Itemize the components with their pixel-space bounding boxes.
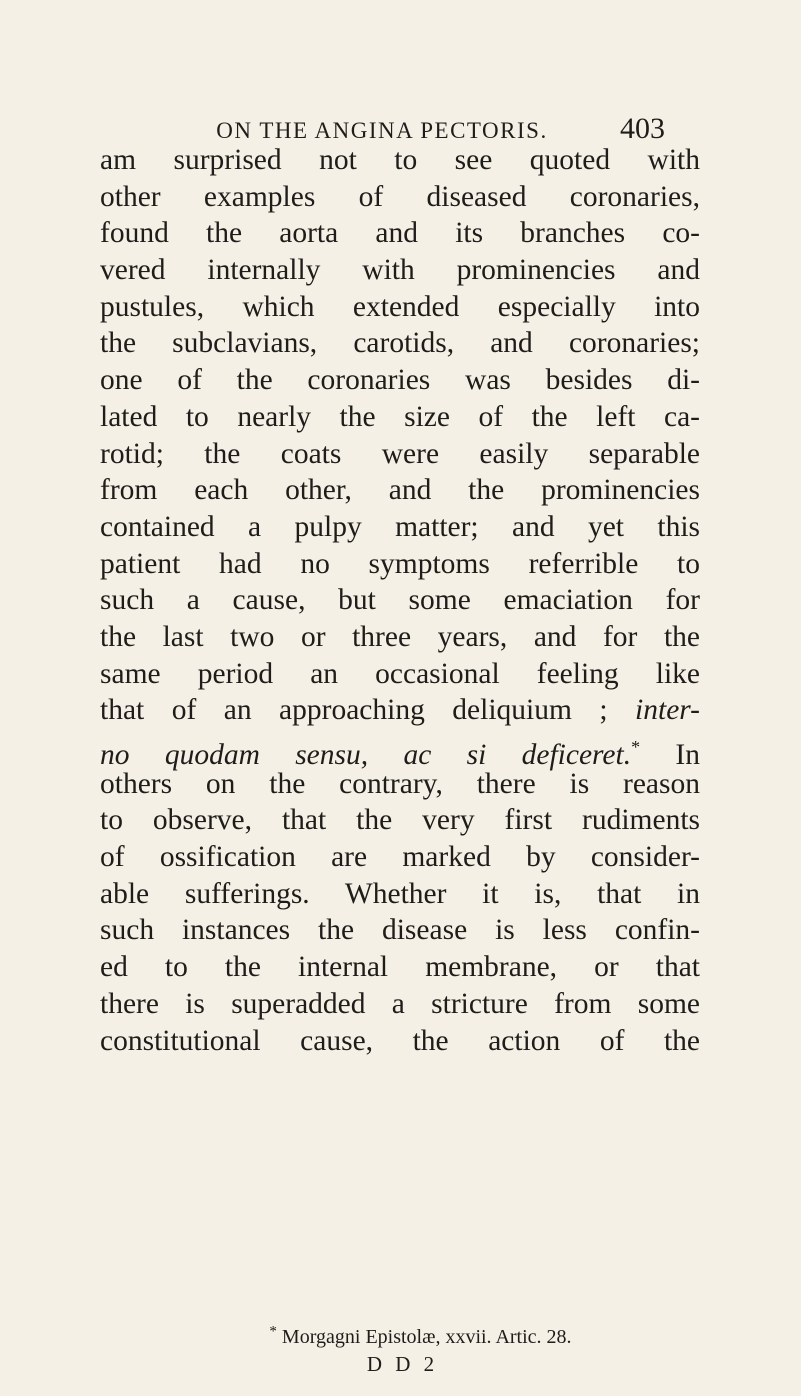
text-line: found the aorta and its branches co- [100,217,700,250]
text-line: other examples of diseased coronaries, [100,180,700,213]
text-line: patient had no symptoms referrible to [100,547,700,580]
text-run: In [640,738,700,771]
text-line: from each other, and the prominencies [100,474,700,507]
footnote-reference: * [631,737,641,757]
footnote-marker: * [269,1323,277,1339]
text-line: ed to the internal membrane, or that [100,951,700,984]
text-line: of ossification are marked by consider- [100,841,700,874]
signature-text: D D 2 [366,1352,439,1376]
text-line: pustules, which extended especially into [100,290,700,323]
text-line: contained a pulpy matter; and yet this [100,510,700,543]
signature-mark [0,1352,801,1377]
text-line: rotid; the coats were easily separable [100,437,700,470]
italic-run: no quodam sensu, ac si deficeret. [100,738,632,771]
footnote-text: Morgagni Epistolæ, xxvii. Artic. 28. [281,1325,572,1348]
text-line: one of the coronaries was besides di- [100,364,700,397]
running-title: ON THE ANGINA PECTORIS. [216,118,548,143]
text-line: others on the contrary, there is reason [100,767,700,800]
footnote-content [269,1323,572,1348]
text-line: such instances the disease is less confin- [100,914,700,947]
footnote [0,1323,801,1349]
text-line: there is superadded a stricture from some [100,987,700,1020]
text-run: that of an approaching deliquium ; [100,694,636,727]
text-line: lated to nearly the size of the left ca- [100,400,700,433]
text-line: am surprised not to see quoted with [100,144,700,176]
italic-run: inter- [635,694,700,727]
text-line: such a cause, but some emaciation for [100,584,700,617]
text-line: vered internally with prominencies and [100,254,700,287]
text-line: same period an occasional feeling like [100,657,700,690]
text-line: able sufferings. Whether it is, that in [100,877,700,910]
text-line: the last two or three years, and for the [100,620,700,653]
text-line [100,692,700,729]
text-line: the subclavians, carotids, and coronaries; [100,327,700,360]
text-line: constitutional cause, the action of the [100,1024,700,1057]
text-line: to observe, that the very first rudiments [100,804,700,837]
page-number: 403 [620,112,665,145]
text-line [100,729,700,771]
body-text [100,142,700,1059]
